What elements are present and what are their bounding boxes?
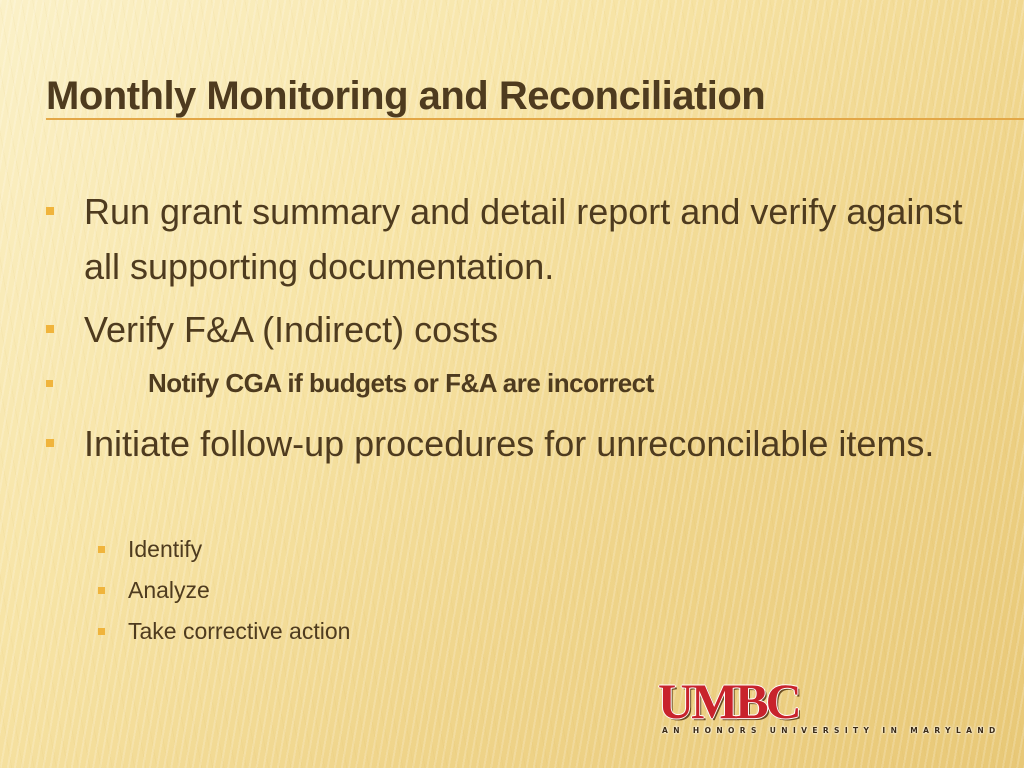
- square-bullet-icon: [98, 546, 105, 553]
- square-bullet-icon: [46, 380, 53, 387]
- umbc-wordmark: UMBC: [658, 673, 799, 729]
- bullet-text: Identify: [128, 536, 203, 562]
- square-bullet-icon: [46, 207, 54, 215]
- sub-bullet-analyze: [128, 575, 210, 605]
- bullet-verify-fa: [84, 302, 1004, 357]
- bullet-text: Notify CGA if budgets or F&A are incorrect: [148, 368, 654, 398]
- bullet-text: Verify F&A (Indirect) costs: [84, 309, 499, 350]
- umbc-tagline: AN HONORS UNIVERSITY IN MARYLAND: [662, 726, 1001, 735]
- square-bullet-icon: [46, 439, 54, 447]
- sub-bullet-corrective-action: [128, 616, 350, 646]
- title-underline: [46, 118, 1024, 120]
- square-bullet-icon: [98, 628, 105, 635]
- bullet-text: Initiate follow-up procedures for unreconcilable items.: [84, 423, 935, 464]
- bullet-text: Run grant summary and detail report and verify against all supporting documentation.: [84, 191, 963, 287]
- bullet-notify-cga: [148, 366, 654, 400]
- bullet-text: Analyze: [128, 577, 210, 603]
- bullet-run-reports: [84, 184, 1004, 294]
- slide-title: Monthly Monitoring and Reconciliation: [46, 74, 766, 118]
- umbc-logo: [656, 673, 1001, 746]
- bullet-follow-up: [84, 416, 1004, 471]
- square-bullet-icon: [98, 587, 105, 594]
- bullet-text: Take corrective action: [128, 618, 351, 644]
- square-bullet-icon: [46, 325, 54, 333]
- sub-bullet-identify: [128, 534, 202, 564]
